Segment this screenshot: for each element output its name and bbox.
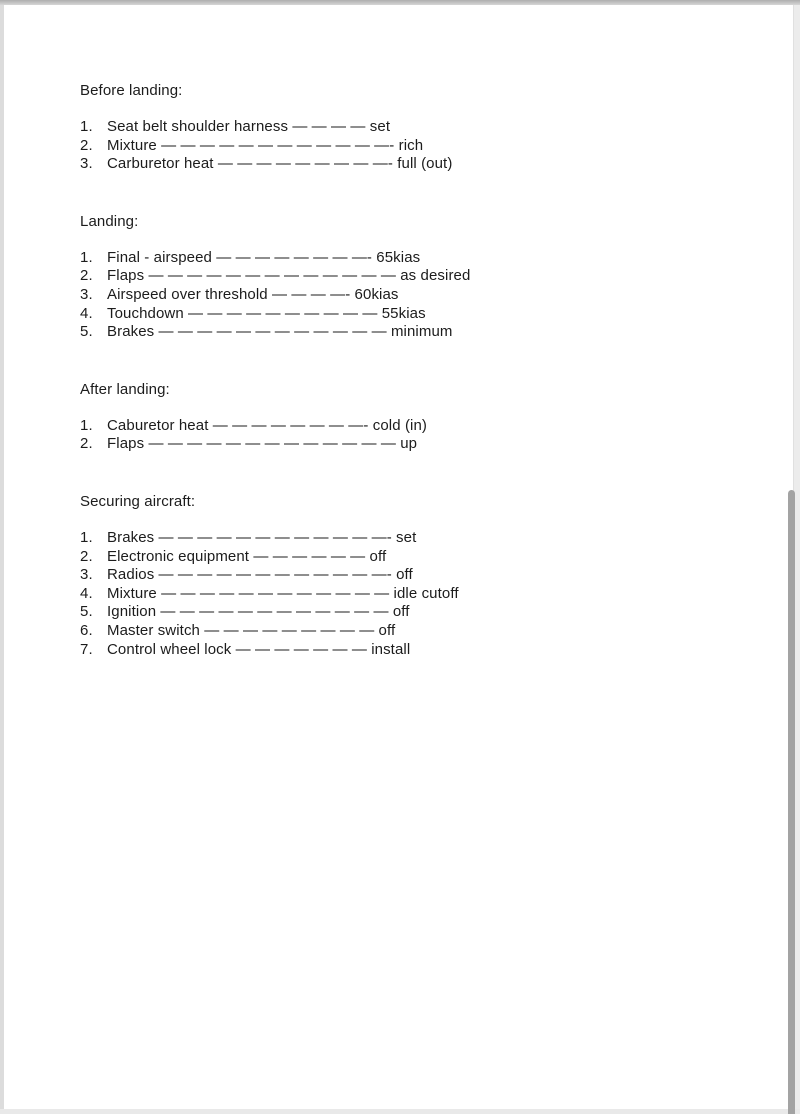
checklist-item xyxy=(80,267,740,286)
item-number: 1. xyxy=(80,528,93,546)
checklist-after-landing xyxy=(80,417,740,454)
item-text: Radios — — — — — — — — — — — —- off xyxy=(107,566,413,584)
page-edge-bottom xyxy=(0,1109,800,1114)
section-heading: After landing: xyxy=(80,380,170,398)
checklist-item xyxy=(80,417,740,436)
item-text: Carburetor heat — — — — — — — — —- full (out) xyxy=(107,155,453,173)
item-text: Ignition — — — — — — — — — — — — off xyxy=(107,603,410,621)
page-edge-left xyxy=(0,0,4,1114)
checklist-item xyxy=(80,286,740,305)
item-text: Control wheel lock — — — — — — — install xyxy=(107,640,411,658)
checklist-item xyxy=(80,641,740,660)
scrollbar-thumb[interactable] xyxy=(788,490,795,1114)
checklist-item xyxy=(80,529,740,548)
checklist-item xyxy=(80,118,740,137)
checklist-item xyxy=(80,622,740,641)
item-text: Mixture — — — — — — — — — — — — idle cutoff xyxy=(107,584,459,602)
item-text: Touchdown — — — — — — — — — — 55kias xyxy=(107,304,426,322)
item-number: 1. xyxy=(80,118,93,135)
item-number: 5. xyxy=(80,323,93,341)
item-text: Final - airspeed — — — — — — — —- 65kias xyxy=(107,248,421,266)
checklist-item xyxy=(80,566,740,585)
item-number: 2. xyxy=(80,267,93,285)
item-number: 4. xyxy=(80,584,93,602)
item-number: 2. xyxy=(80,547,93,565)
item-number: 6. xyxy=(80,621,93,639)
checklist-item xyxy=(80,249,740,268)
item-number: 4. xyxy=(80,304,93,322)
checklist-landing xyxy=(80,249,740,342)
page-edge-top xyxy=(0,0,800,5)
item-number: 1. xyxy=(80,416,93,434)
item-number: 2. xyxy=(80,435,93,453)
item-number: 2. xyxy=(80,136,93,154)
checklist-item xyxy=(80,603,740,622)
checklist-before-landing xyxy=(80,118,740,174)
item-number: 7. xyxy=(80,640,93,658)
section-before-landing xyxy=(80,81,740,174)
checklist-item xyxy=(80,435,740,454)
section-heading: Landing: xyxy=(80,212,139,230)
item-number: 3. xyxy=(80,155,93,173)
item-number: 5. xyxy=(80,603,93,621)
section-heading: Securing aircraft: xyxy=(80,492,196,510)
section-securing-aircraft xyxy=(80,492,740,659)
item-text: Mixture — — — — — — — — — — — —- rich xyxy=(107,136,424,154)
item-text: Airspeed over threshold — — — —- 60kias xyxy=(107,285,399,303)
item-text: Seat belt shoulder harness — — — — set xyxy=(107,118,391,135)
checklist-item xyxy=(80,323,740,342)
checklist-item xyxy=(80,548,740,567)
item-number: 3. xyxy=(80,285,93,303)
item-text: Brakes — — — — — — — — — — — —- set xyxy=(107,528,417,546)
item-text: Brakes — — — — — — — — — — — — minimum xyxy=(107,323,453,341)
item-text: Flaps — — — — — — — — — — — — — as desired xyxy=(107,267,471,285)
checklist-securing-aircraft xyxy=(80,529,740,659)
section-landing xyxy=(80,212,740,342)
section-heading: Before landing: xyxy=(80,82,183,99)
item-text: Master switch — — — — — — — — — off xyxy=(107,621,396,639)
document-page xyxy=(80,81,740,659)
item-text: Electronic equipment — — — — — — off xyxy=(107,547,387,565)
item-number: 3. xyxy=(80,566,93,584)
item-text: Flaps — — — — — — — — — — — — — up xyxy=(107,435,418,453)
item-number: 1. xyxy=(80,248,93,266)
item-text: Caburetor heat — — — — — — — —- cold (in) xyxy=(107,416,428,434)
section-after-landing xyxy=(80,380,740,454)
checklist-item xyxy=(80,137,740,156)
checklist-item xyxy=(80,155,740,174)
checklist-item xyxy=(80,305,740,324)
checklist-item xyxy=(80,585,740,604)
